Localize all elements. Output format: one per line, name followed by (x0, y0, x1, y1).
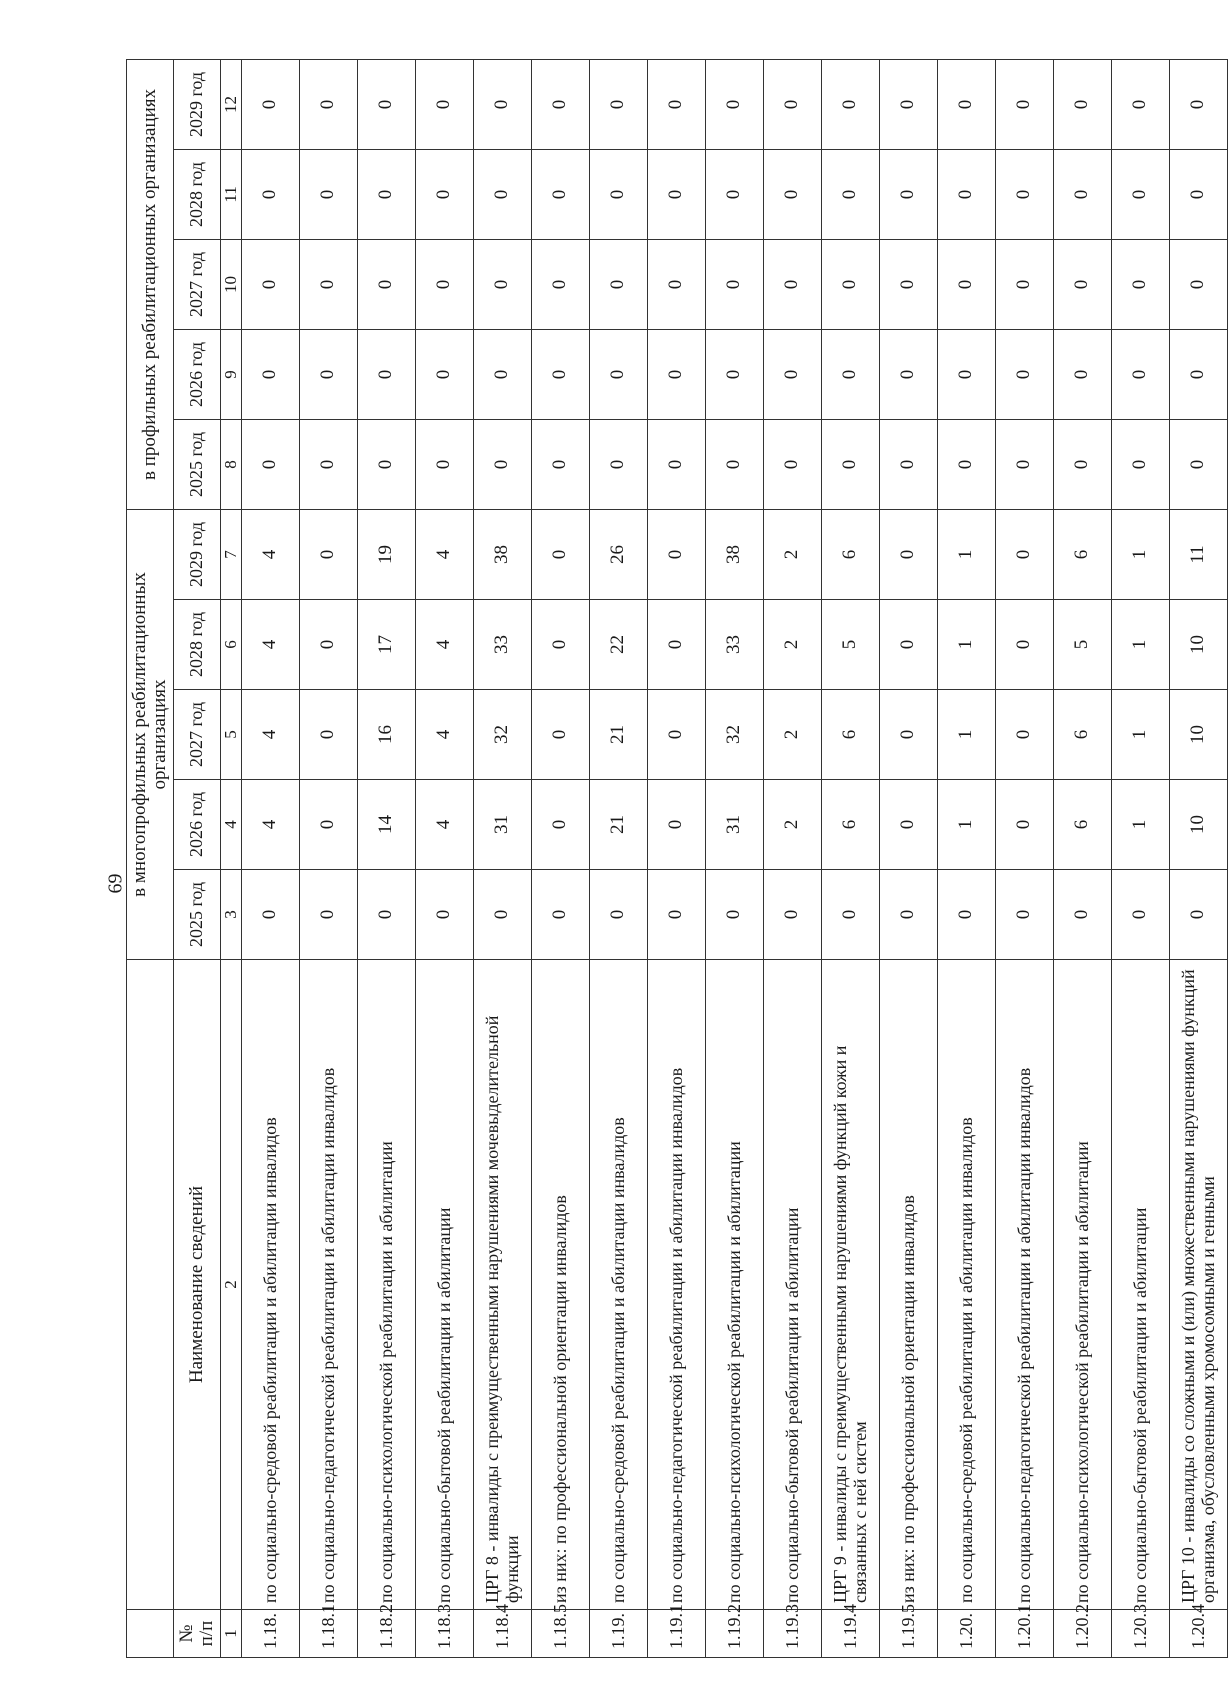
row-value: 0 (473, 149, 531, 239)
row-value: 0 (357, 149, 415, 239)
column-index: 5 (220, 690, 241, 780)
header-year: 2027 год (173, 690, 220, 780)
row-value: 0 (1169, 59, 1227, 149)
row-value: 11 (1169, 509, 1227, 599)
row-value: 0 (1111, 239, 1169, 329)
row-value: 0 (531, 59, 589, 149)
header-multi: в многопрофильных реабилитационных организациях (127, 509, 174, 959)
row-code: 1.19.1 (647, 1610, 705, 1658)
row-value: 0 (1169, 870, 1227, 960)
row-code: 1.19. (589, 1610, 647, 1658)
row-code: 1.18.5 (531, 1610, 589, 1658)
row-value: 26 (589, 509, 647, 599)
row-code: 1.20.3 (1111, 1610, 1169, 1658)
row-value: 0 (241, 239, 299, 329)
row-value: 1 (937, 780, 995, 870)
row-value: 0 (299, 600, 357, 690)
table-row (705, 59, 763, 1657)
row-value: 32 (705, 690, 763, 780)
row-value: 16 (357, 690, 415, 780)
rotated-sheet (126, 60, 1219, 1658)
row-value: 6 (821, 690, 879, 780)
table-row (879, 59, 937, 1657)
row-value: 0 (879, 59, 937, 149)
row-value: 4 (415, 690, 473, 780)
row-value: 0 (995, 600, 1053, 690)
row-value: 0 (821, 149, 879, 239)
row-value: 0 (1111, 870, 1169, 960)
header-year: 2028 год (173, 600, 220, 690)
header-year: 2026 год (173, 329, 220, 419)
row-value: 0 (1169, 419, 1227, 509)
row-value: 0 (995, 149, 1053, 239)
column-index: 1 (220, 1610, 241, 1658)
column-index: 6 (220, 600, 241, 690)
row-value: 0 (647, 239, 705, 329)
row-value: 0 (937, 59, 995, 149)
row-value: 0 (241, 419, 299, 509)
header-year: 2029 год (173, 59, 220, 149)
row-value: 0 (821, 329, 879, 419)
row-value: 0 (821, 870, 879, 960)
row-value: 1 (937, 509, 995, 599)
column-index: 11 (220, 149, 241, 239)
row-value: 0 (937, 239, 995, 329)
row-value: 0 (299, 780, 357, 870)
row-value: 0 (473, 870, 531, 960)
column-index: 12 (220, 59, 241, 149)
table-row (473, 59, 531, 1657)
table-row (1111, 59, 1169, 1657)
row-value: 0 (299, 329, 357, 419)
row-value: 0 (357, 59, 415, 149)
row-value: 0 (937, 419, 995, 509)
row-value: 0 (995, 780, 1053, 870)
row-name: по социально-бытовой реабилитации и абилитации (415, 960, 473, 1610)
row-code: 1.18.4 (473, 1610, 531, 1658)
column-index: 9 (220, 329, 241, 419)
table-row (1169, 59, 1227, 1657)
row-value: 38 (473, 509, 531, 599)
row-value: 0 (589, 329, 647, 419)
row-value: 0 (937, 149, 995, 239)
row-value: 0 (415, 149, 473, 239)
row-code: 1.20.1 (995, 1610, 1053, 1658)
row-name: по социально-психологической реабилитации и абилитации (1053, 960, 1111, 1610)
table-row (415, 59, 473, 1657)
row-value: 0 (879, 690, 937, 780)
row-value: 0 (995, 690, 1053, 780)
row-value: 0 (1053, 419, 1111, 509)
row-value: 0 (1053, 149, 1111, 239)
row-code: 1.19.4 (821, 1610, 879, 1658)
row-code: 1.20. (937, 1610, 995, 1658)
row-value: 0 (299, 239, 357, 329)
column-index: 2 (220, 960, 241, 1610)
row-name: ЦРГ 8 - инвалиды с преимущественными нарушениями мочевыделительной функции (473, 960, 531, 1610)
row-value: 0 (647, 149, 705, 239)
header-profile: в профильных реабилитационных организациях (127, 59, 174, 509)
row-code: 1.18. (241, 1610, 299, 1658)
row-value: 0 (647, 690, 705, 780)
row-value: 0 (241, 59, 299, 149)
table-row (531, 59, 589, 1657)
row-value: 5 (821, 600, 879, 690)
header-row-years (173, 59, 220, 1657)
row-value: 6 (1053, 780, 1111, 870)
row-value: 21 (589, 690, 647, 780)
row-value: 0 (531, 509, 589, 599)
row-value: 4 (415, 600, 473, 690)
row-code: 1.18.3 (415, 1610, 473, 1658)
row-value: 0 (995, 239, 1053, 329)
row-value: 2 (763, 509, 821, 599)
row-value: 1 (937, 690, 995, 780)
row-value: 0 (415, 419, 473, 509)
row-value: 0 (647, 600, 705, 690)
page-number: 69 (104, 873, 127, 894)
row-value: 0 (415, 59, 473, 149)
row-value: 0 (357, 329, 415, 419)
row-value: 10 (1169, 690, 1227, 780)
row-value: 0 (357, 870, 415, 960)
table-row (995, 59, 1053, 1657)
header-name: Наименование сведений (173, 960, 220, 1610)
row-value: 0 (531, 149, 589, 239)
row-value: 0 (879, 149, 937, 239)
row-value: 0 (995, 509, 1053, 599)
row-value: 0 (879, 780, 937, 870)
row-value: 0 (589, 59, 647, 149)
table-row (589, 59, 647, 1657)
header-blank-name (127, 960, 174, 1610)
row-name: из них: по профессиональной ориентации инвалидов (531, 960, 589, 1610)
row-value: 0 (473, 329, 531, 419)
header-blank-num (127, 1610, 174, 1658)
header-year: 2025 год (173, 870, 220, 960)
row-name: по социально-бытовой реабилитации и абилитации (1111, 960, 1169, 1610)
row-value: 0 (1111, 149, 1169, 239)
header-num: № п/п (173, 1610, 220, 1658)
row-code: 1.20.2 (1053, 1610, 1111, 1658)
row-value: 0 (879, 509, 937, 599)
row-value: 0 (647, 419, 705, 509)
row-name: по социально-психологической реабилитации и абилитации (705, 960, 763, 1610)
row-name: по социально-бытовой реабилитации и абилитации (763, 960, 821, 1610)
row-value: 22 (589, 600, 647, 690)
row-value: 33 (705, 600, 763, 690)
row-value: 14 (357, 780, 415, 870)
row-value: 2 (763, 780, 821, 870)
row-value: 1 (1111, 509, 1169, 599)
row-value: 0 (1053, 59, 1111, 149)
row-name: по социально-педагогической реабилитации и абилитации инвалидов (299, 960, 357, 1610)
row-value: 0 (1053, 870, 1111, 960)
row-value: 1 (1111, 600, 1169, 690)
row-value: 0 (1111, 329, 1169, 419)
row-value: 0 (705, 329, 763, 419)
row-value: 4 (241, 690, 299, 780)
row-value: 0 (763, 239, 821, 329)
row-value: 0 (1169, 329, 1227, 419)
row-name: по социально-педагогической реабилитации и абилитации инвалидов (995, 960, 1053, 1610)
row-name: по социально-педагогической реабилитации и абилитации инвалидов (647, 960, 705, 1610)
row-value: 4 (241, 509, 299, 599)
row-value: 0 (821, 419, 879, 509)
row-value: 0 (995, 329, 1053, 419)
row-value: 0 (589, 870, 647, 960)
row-value: 0 (647, 59, 705, 149)
row-value: 0 (821, 59, 879, 149)
row-value: 0 (879, 329, 937, 419)
header-year: 2026 год (173, 780, 220, 870)
row-value: 4 (241, 780, 299, 870)
row-value: 4 (415, 780, 473, 870)
row-value: 0 (763, 870, 821, 960)
row-name: из них: по профессиональной ориентации инвалидов (879, 960, 937, 1610)
row-value: 0 (531, 870, 589, 960)
row-value: 0 (879, 600, 937, 690)
row-value: 0 (531, 419, 589, 509)
row-code: 1.18.1 (299, 1610, 357, 1658)
header-year: 2028 год (173, 149, 220, 239)
row-name: по социально-средовой реабилитации и абилитации инвалидов (589, 960, 647, 1610)
row-value: 0 (531, 780, 589, 870)
header-row-top (127, 59, 174, 1657)
row-value: 0 (531, 600, 589, 690)
row-value: 5 (1053, 600, 1111, 690)
data-table (126, 59, 1228, 1658)
row-value: 33 (473, 600, 531, 690)
row-value: 2 (763, 690, 821, 780)
row-value: 0 (647, 329, 705, 419)
row-value: 0 (299, 870, 357, 960)
table-row (821, 59, 879, 1657)
row-value: 0 (763, 329, 821, 419)
row-value: 0 (705, 419, 763, 509)
row-value: 0 (1169, 149, 1227, 239)
header-year: 2025 год (173, 419, 220, 509)
row-value: 1 (1111, 690, 1169, 780)
row-value: 0 (531, 239, 589, 329)
row-value: 32 (473, 690, 531, 780)
header-year: 2027 год (173, 239, 220, 329)
row-value: 31 (705, 780, 763, 870)
row-value: 0 (299, 149, 357, 239)
table-row (241, 59, 299, 1657)
row-code: 1.20.4 (1169, 1610, 1227, 1658)
row-value: 0 (531, 329, 589, 419)
row-value: 0 (415, 329, 473, 419)
header-year: 2029 год (173, 509, 220, 599)
row-value: 0 (473, 59, 531, 149)
row-value: 0 (415, 239, 473, 329)
row-code: 1.19.2 (705, 1610, 763, 1658)
row-value: 10 (1169, 600, 1227, 690)
row-value: 0 (821, 239, 879, 329)
column-index: 8 (220, 419, 241, 509)
row-name: ЦРГ 9 - инвалиды с преимущественными нарушениями функций кожи и связанных с ней систем (821, 960, 879, 1610)
row-value: 0 (1111, 59, 1169, 149)
row-value: 0 (357, 419, 415, 509)
row-value: 0 (473, 239, 531, 329)
row-value: 0 (705, 239, 763, 329)
row-value: 4 (415, 509, 473, 599)
row-value: 38 (705, 509, 763, 599)
row-value: 2 (763, 600, 821, 690)
row-value: 0 (589, 239, 647, 329)
row-value: 0 (995, 419, 1053, 509)
row-value: 0 (705, 149, 763, 239)
row-code: 1.19.3 (763, 1610, 821, 1658)
row-value: 0 (763, 149, 821, 239)
row-value: 1 (1111, 780, 1169, 870)
row-value: 6 (1053, 690, 1111, 780)
table-row (647, 59, 705, 1657)
row-value: 0 (299, 419, 357, 509)
row-value: 0 (241, 329, 299, 419)
row-value: 6 (821, 509, 879, 599)
row-value: 0 (1053, 329, 1111, 419)
row-value: 1 (937, 600, 995, 690)
row-value: 0 (763, 59, 821, 149)
row-value: 31 (473, 780, 531, 870)
row-value: 10 (1169, 780, 1227, 870)
row-value: 0 (299, 690, 357, 780)
row-name: ЦРГ 10 - инвалиды со сложными и (или) множественными нарушениями функций организма, обусловленными хромосомными и генными (1169, 960, 1227, 1610)
row-value: 0 (647, 870, 705, 960)
row-value: 0 (241, 870, 299, 960)
table-row (1053, 59, 1111, 1657)
row-value: 0 (1053, 239, 1111, 329)
row-value: 0 (647, 509, 705, 599)
row-value: 0 (1111, 419, 1169, 509)
row-code: 1.18.2 (357, 1610, 415, 1658)
table-body (241, 59, 1227, 1657)
table-row (937, 59, 995, 1657)
row-value: 19 (357, 509, 415, 599)
row-value: 21 (589, 780, 647, 870)
row-value: 0 (763, 419, 821, 509)
row-value: 0 (589, 149, 647, 239)
row-name: по социально-психологической реабилитации и абилитации (357, 960, 415, 1610)
column-index: 3 (220, 870, 241, 960)
row-value: 4 (241, 600, 299, 690)
row-name: по социально-средовой реабилитации и абилитации инвалидов (937, 960, 995, 1610)
row-value: 0 (473, 419, 531, 509)
row-value: 0 (415, 870, 473, 960)
column-index: 10 (220, 239, 241, 329)
row-value: 17 (357, 600, 415, 690)
row-value: 0 (879, 419, 937, 509)
row-name: по социально-средовой реабилитации и абилитации инвалидов (241, 960, 299, 1610)
row-value: 6 (821, 780, 879, 870)
table-row (763, 59, 821, 1657)
row-value: 0 (937, 329, 995, 419)
row-value: 0 (299, 509, 357, 599)
row-value: 0 (705, 59, 763, 149)
row-value: 0 (241, 149, 299, 239)
row-value: 0 (995, 59, 1053, 149)
row-value: 0 (705, 870, 763, 960)
row-value: 0 (589, 419, 647, 509)
column-index: 4 (220, 780, 241, 870)
row-value: 6 (1053, 509, 1111, 599)
row-value: 0 (357, 239, 415, 329)
row-value: 0 (879, 870, 937, 960)
row-value: 0 (995, 870, 1053, 960)
column-index: 7 (220, 509, 241, 599)
header-row-index (220, 59, 241, 1657)
row-value: 0 (1169, 239, 1227, 329)
row-value: 0 (937, 870, 995, 960)
row-value: 0 (647, 780, 705, 870)
row-value: 0 (879, 239, 937, 329)
row-code: 1.19.5 (879, 1610, 937, 1658)
row-value: 0 (531, 690, 589, 780)
row-value: 0 (299, 59, 357, 149)
table-row (357, 59, 415, 1657)
table-row (299, 59, 357, 1657)
